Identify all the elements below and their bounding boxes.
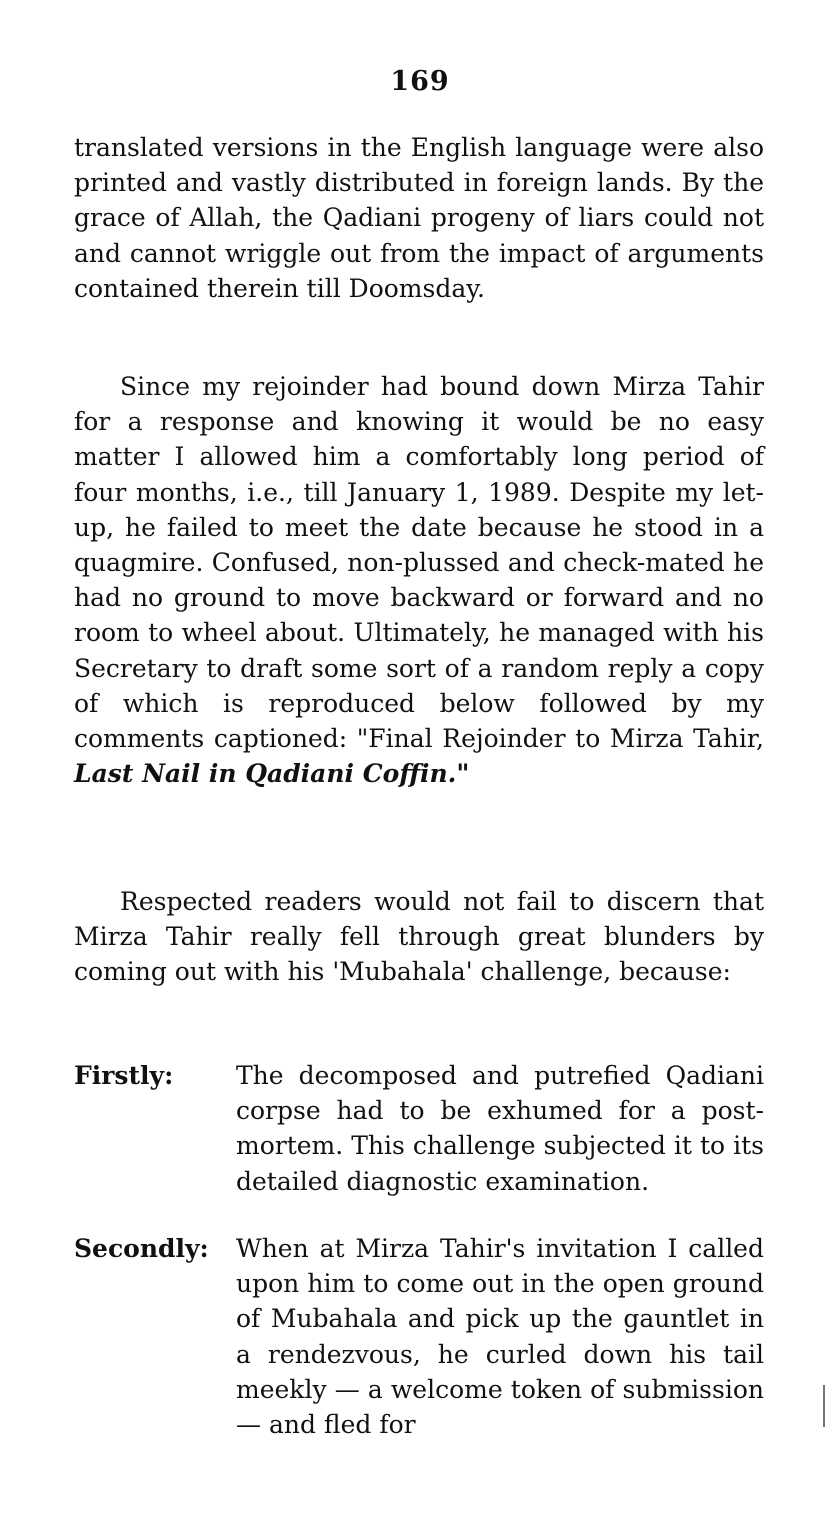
paragraph-2: [74, 369, 764, 791]
paragraph-2-italic-title: Last Nail in Qadiani Coffin.": [74, 759, 470, 789]
clause-label-secondly: Secondly:: [74, 1234, 209, 1263]
paragraph-3: Respected readers would not fail to discern that Mirza Tahir really fell through great blunders by coming out with his 'Mubahala' challenge, because:: [74, 887, 764, 987]
page-number: 169: [390, 66, 450, 97]
scan-mark: [823, 1385, 825, 1427]
clause-text-secondly: When at Mirza Tahir's invitation I called upon him to come out in the open ground of Mubahala and pick up the gauntlet in a rendezvous, he curled down his tail meekly — a welcome token of submission — and fled for: [236, 1234, 764, 1440]
paragraph-1: translated versions in the English language were also printed and vastly distributed in foreign lands. By the grace of Allah, the Qadiani progeny of liars could not and cannot wriggle out from the impact of arguments contained therein till Doomsday.: [74, 133, 764, 303]
paragraph-2-text: Since my rejoinder had bound down Mirza Tahir for a response and knowing it would be no easy matter I allowed him a comfortably long period of four months, i.e., till January 1, 1989. Despite my let-up, he failed to meet the date because he stood in a quagmire. Confused, non-plussed and check-mated he had no ground to move backward or forward and no room to wheel about. Ultimately, he managed with his Secretary to draft some sort of a random reply a copy of which is reproduced below followed by my comments captioned: "Final Rejoinder to Mirza Tahir,: [74, 372, 764, 754]
clause-text-firstly: The decomposed and putrefied Qadiani corpse had to be exhumed for a post-mortem. This challenge subjected it to its detailed diagnostic examination.: [236, 1061, 764, 1196]
clause-label-firstly: Firstly:: [74, 1061, 174, 1090]
